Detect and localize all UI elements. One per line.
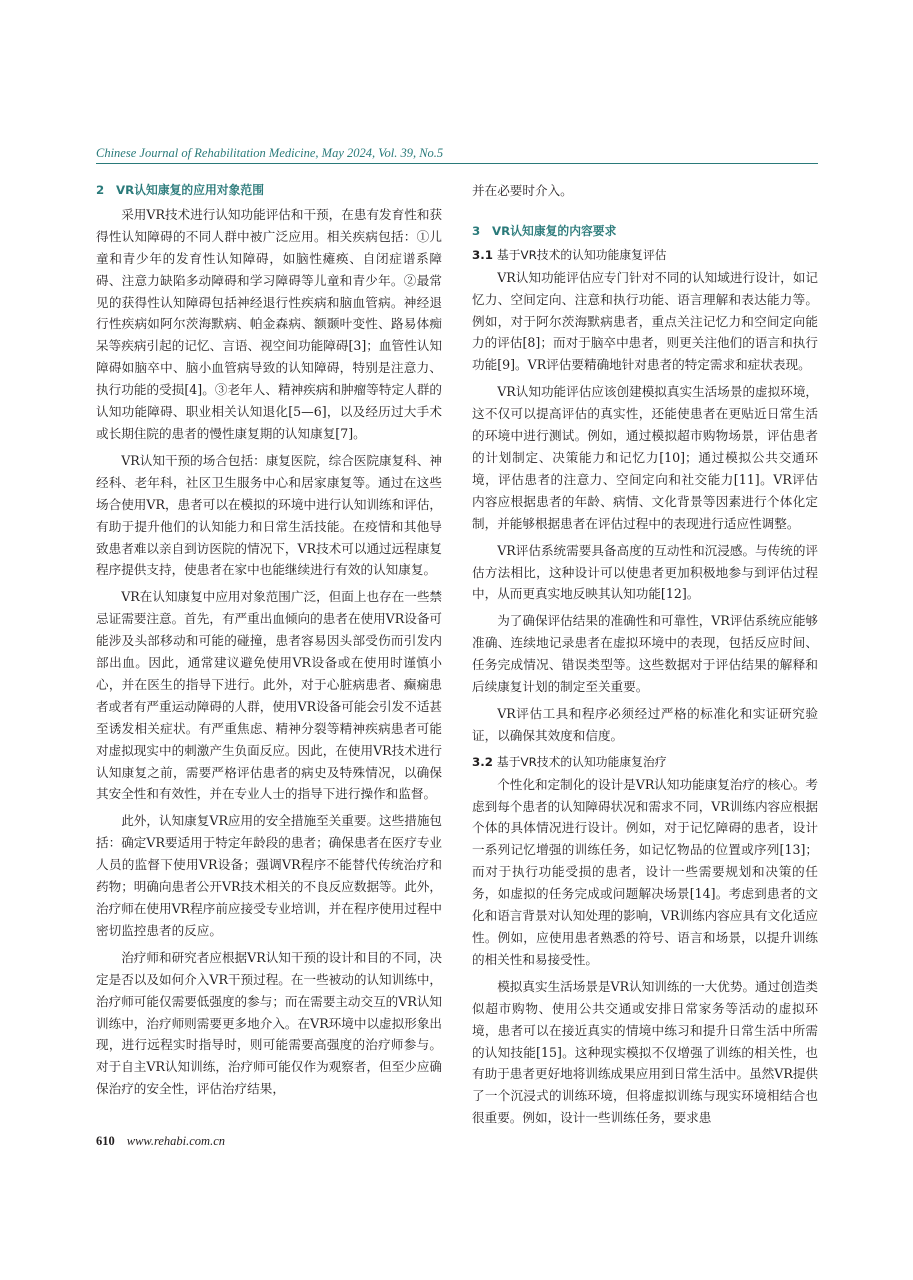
section-heading-2: 2 VR认知康复的应用对象范围 — [96, 183, 264, 197]
subsection-number: 3.1 — [472, 247, 493, 262]
section-heading-3: 3 VR认知康复的内容要求 — [472, 223, 617, 238]
page-footer — [96, 1134, 225, 1149]
right-column — [472, 180, 818, 1134]
paragraph: 模拟真实生活场景是VR认知训练的一大优势。通过创造类似超市购物、使用公共交通或安排日常家务等活动的虚拟环境，患者可以在接近真实的情境中练习和提升日常生活中所需的认知技能[15]。这种现实模拟不仅增强了训练的相关性，也有助于患者更好地将训练成果应用到日常生活中。虽然VR提供了一个沉浸式的训练环境，但将虚拟训练与现实环境相结合也很重要。例如，设计一些训练任务，要求患 — [472, 978, 819, 1126]
paragraph: VR认知功能评估应专门针对不同的认知域进行设计，如记忆力、空间定向、注意和执行功能、语言理解和表达能力等。例如，对于阿尔茨海默病患者，重点关注记忆力和空间定向能力的评估[8]；而对于脑卒中患者，则更关注他们的语言和执行功能[9]。VR评估要精确地针对患者的特定需求和症状表现。 — [472, 269, 819, 373]
header-rule — [96, 163, 818, 164]
paragraph: VR认知功能评估应该创建模拟真实生活场景的虚拟环境，这不仅可以提高评估的真实性，还能使患者在更贴近日常生活的环境中进行测试。例如，通过模拟超市购物场景，评估患者的计划制定、决策能力和记忆力[10]；通过模拟公共交通环境，评估患者的注意力、空间定向和社交能力[11]。VR评估内容应根据患者的年龄、病情、文化背景等因素进行个体化定制，并能够根据患者在评估过程中的表现进行适应性调整。 — [472, 384, 819, 531]
paragraph-continuation: 并在必要时介入。 — [472, 183, 573, 198]
footer-url: www.rehabi.com.cn — [126, 1134, 226, 1148]
paragraph: 采用VR技术进行认知功能评估和干预，在患有发育性和获得性认知障碍的不同人群中被广泛应用。相关疾病包括：①儿童和青少年的发育性认知障碍，如脑性瘫痪、自闭症谱系障碍、注意力缺陷多动障碍和学习障碍等儿童和青少年。②最常见的获得性认知障碍包括神经退行性疾病和脑血管病。神经退行性疾病如阿尔茨海默病、帕金森病、额颞叶变性、路易体痴呆等疾病引起的记忆、言语、视空间功能障碍[3]；血管性认知障碍如脑卒中、脑小血管病导致的认知障碍，特别是注意力、执行功能的受损[4]。③老年人、精神疾病和肿瘤等特定人群的认知功能障碍、职业相关认知退化[5—6]，以及经历过大手术或长期住院的患者的慢性康复期的认知康复[7]。 — [96, 206, 443, 441]
paragraph: 个性化和定制化的设计是VR认知功能康复治疗的核心。考虑到每个患者的认知障碍状况和需求不同，VR训练内容应根据个体的具体情况进行设计。例如，对于记忆障碍的患者，设计一系列记忆增强的训练任务，如记忆物品的位置或序列[13]；而对于执行功能受损的患者，设计一些需要规划和决策的任务，如虚拟的任务完成或问题解决场景[14]。考虑到患者的文化和语言背景对认知处理的影响，VR训练内容应具有文化适应性。例如，应使用患者熟悉的符号、语言和场景，以提升训练的相关性和易接受性。 — [472, 776, 819, 967]
left-column — [96, 180, 442, 1105]
paragraph: VR在认知康复中应用对象范围广泛，但面上也存在一些禁忌证需要注意。首先，有严重出血倾向的患者在使用VR设备可能涉及头部移动和可能的碰撞，患者容易因头部受伤而引发内部出血。因此，通常建议避免使用VR设备或在使用时谨慎小心，并在医生的指导下进行。此外，对于心脏病患者、癫痫患者或者有严重运动障碍的人群，使用VR设备可能会引发不适甚至诱发相关症状。有严重焦虑、精神分裂等精神疾病患者可能对虚拟现实中的刺激产生负面反应。因此，在使用VR技术进行认知康复之前，需要严格评估患者的病史及特殊情况，以确保其安全性和有效性，并在专业人士的指导下进行操作和监督。 — [96, 589, 443, 802]
paragraph: VR认知干预的场合包括：康复医院，综合医院康复科、神经科、老年科，社区卫生服务中心和居家康复等。通过在这些场合使用VR，患者可以在模拟的环境中进行认知训练和评估，有助于提升他们的认知能力和日常生活技能。在疫情和其他导致患者难以亲自到访医院的情况下，VR技术可以通过远程康复程序提供支持，使患者在家中也能继续进行有效的认知康复。 — [96, 452, 443, 578]
paragraph: VR评估系统需要具备高度的互动性和沉浸感。与传统的评估方法相比，这种设计可以使患者更加积极地参与到评估过程中，从而更真实地反映其认知功能[12]。 — [472, 542, 819, 602]
running-head: Chinese Journal of Rehabilitation Medicine, May 2024, Vol. 39, No.5 — [96, 146, 444, 160]
subsection-heading-3-1 — [472, 245, 818, 267]
subsection-label: 基于VR技术的认知功能康复评估 — [496, 247, 667, 262]
subsection-heading-3-2 — [472, 752, 818, 774]
subsection-label: 基于VR技术的认知功能康复治疗 — [496, 754, 667, 769]
paragraph: 为了确保评估结果的准确性和可靠性，VR评估系统应能够准确、连续地记录患者在虚拟环境中的表现，包括反应时间、任务完成情况、错误类型等。这些数据对于评估结果的解释和后续康复计划的制定至关重要。 — [472, 613, 819, 695]
paragraph: 此外，认知康复VR应用的安全措施至关重要。这些措施包括：确定VR要适用于特定年龄段的患者；确保患者在医疗专业人员的监督下使用VR设备；强调VR程序不能替代传统治疗和药物；明确向患者公开VR技术相关的不良反应数据等。此外，治疗师在使用VR程序前应接受专业培训，并在程序使用过程中密切监控患者的反应。 — [96, 813, 443, 938]
subsection-number: 3.2 — [472, 754, 493, 769]
page-number: 610 — [96, 1134, 115, 1148]
paragraph: 治疗师和研究者应根据VR认知干预的设计和目的不同，决定是否以及如何介入VR干预过程。在一些被动的认知训练中，治疗师可能仅需要低强度的参与；而在需要主动交互的VR认知训练中，治疗师则需要更多地介入。在VR环境中以虚拟形象出现，进行远程实时指导时，则可能需要高强度的治疗师参与。对于自主VR认知训练，治疗师可能仅作为观察者，但至少应确保治疗的安全性，评估治疗结果， — [96, 949, 443, 1097]
paragraph: VR评估工具和程序必须经过严格的标准化和实证研究验证，以确保其效度和信度。 — [472, 705, 818, 743]
